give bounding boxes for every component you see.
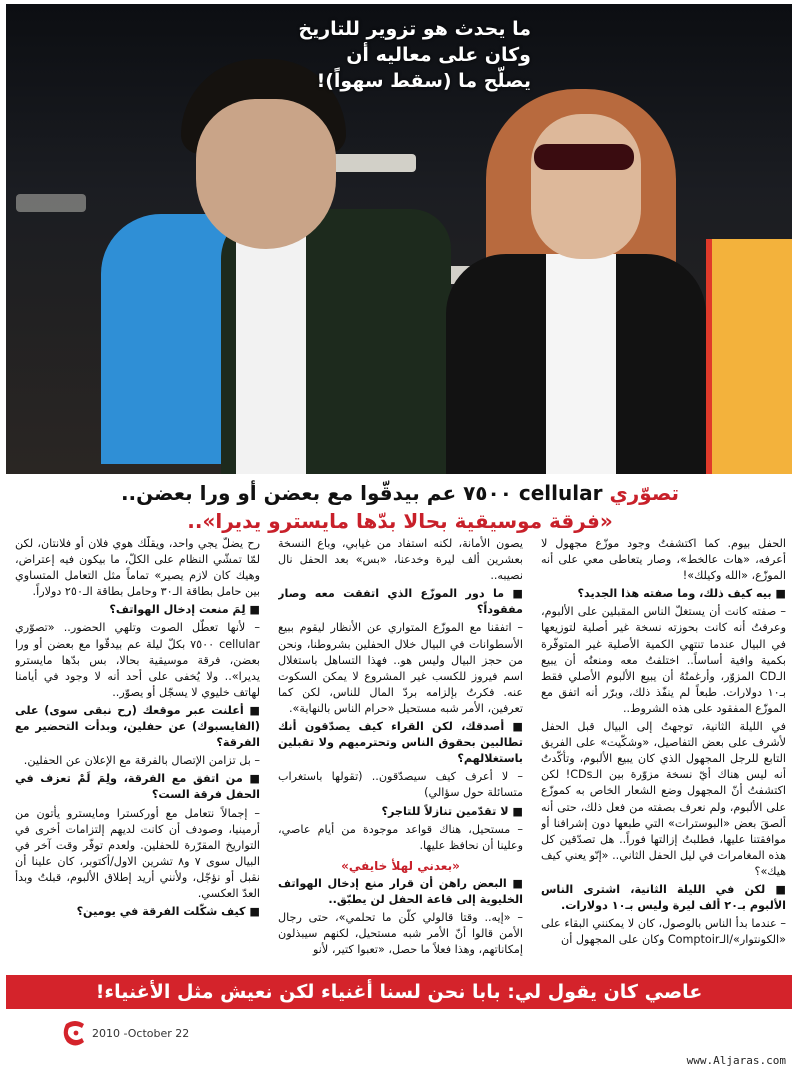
headline-prefix: تصوّري (602, 481, 680, 505)
interview-answer: – لا أعرف كيف سيصدّقون.. (تقولها باستغراب متسائلة حول سؤالي) (278, 770, 523, 800)
interview-answer: – إجمالاً نتعامل مع أوركسترا ومايسترو يأتون من أرمينيا، وصودف أن كانت لديهم إلتزامات أخرى في التواريخ المقرّرة للحفلين. ولعدم توفّر وقت آخر في البيال سوى ٧ و٨ تشرين الاول/أكتوبر، كان علينا أن نقبل أو نؤجّل، ولأنني أريد إطلاق الألبوم، قبلتُ وبدأ العدّ العكسي. (15, 806, 260, 900)
interview-answer: – لأنها تعطّل الصوت وتلهي الحضور.. «تصوّري cellular ٧٥٠٠ بكلّ ليلة عم بيدقّوا مع بعضن أو ورا بعضن، فرقة موسيقية بحالا، بس بدّها مايسترو يديرا».. ولا يُخفى على أحد أنه لا وجود في أيامنا لهاتف خليوي لا يسجّل أو يصوّر.. (15, 621, 260, 699)
website-url: www.Aljaras.com (686, 1054, 786, 1067)
sunglasses (534, 144, 634, 170)
headline-quote-mark: « (599, 509, 613, 533)
interview-question: ■ لكن في الليلة الثانية، اشترى الناس الألبوم بـ٢٠ ألف ليرة وليس بـ١٠ دولارات. (541, 882, 786, 913)
magazine-logo-icon (62, 1018, 88, 1048)
column-left (15, 536, 260, 974)
column-middle (278, 536, 523, 974)
interview-question: ■ من اتفق مع الفرقة، ولِمَ لَمْ تعزف في الحفل فرقة الست؟ (15, 772, 260, 802)
headline-line-2 (10, 507, 790, 535)
interview-answer: – صفته كانت أن يستغلّ الناس المقبلين على الألبوم، وعرفتُ أنه كانت بحوزته نسخة غير أصلية لتوزيعها في البيال عندما تنتهي الكمية الأصلية غير المتوفّرة بكمية وافية أساساً.. اختلفتُ معه ومنعتُه أن يبيع الـCD المزوّر، وأرغمتُهُ أن يبيع الألبوم الأصلي فقط بـ١٠ دولارات. طبعاً لم ينفّذ ذلك، وبرّر أنه اتفق مع الموزّع المفقود على هذه الشروط.. (541, 605, 786, 715)
interview-answer: – «إيه.. وقتا قالولي كلّن ما تحلمي»، حتى رجال الأمن قالوا أنّ الأمر شبه مستحيل، لكنهم سيبذلون إمكاناتهم، وهذا فعلاً ما حصل، «تعبوا كتير، لأنو (278, 911, 523, 957)
interview-answer: في الليلة الثانية، توجهتُ إلى البيال قبل الحفل لأشرف على بعض التفاصيل، «وشكّيت» على الفريق التابع للرجل المجهول الذي كان يبيع الألبوم، وتأكّدتُ أنه ليس هناك أيّ نسخة مزوّرة بين الـCDs! لكن اكتشفتُ أنّ المجهول وضع الشعار الخاص به كموزّع على الألبوم، ولم نعرف بصفته من فعل ذلك، حتى أنه ألصقَ بعض «البوسترات» التي طبعها دون إشرافنا أو موافقتنا عليها، فطلبتُ إزالتها فوراً.. هل تصدّقين كل هذه المغامرات في ليل الحفل الثاني.. «إنّو يعني كيف هيك»؟ (541, 720, 786, 878)
interview-answer: – مستحيل، هناك قواعد موجودة من أيام عاصي، وعلينا أن نحافظ عليها. (278, 822, 523, 852)
man-shirt (236, 224, 306, 474)
interview-answer: رح يضلّ يجي واحد، ويقلّك هوي فلان أو فلانتان، لكن لمّا تمشّي النظام على الكلّ، ما بيكون فيه إعتراض، وهيك كان لازم يصير» تماماً مثل التعامل المتساوي بين حامل بطاقة الـ٣٠ وحامل بطاقة الـ٢٥٠ دولاراً. (15, 537, 260, 599)
headline-line-1 (10, 479, 790, 507)
interview-answer: يصون الأمانة، لكنه استفاد من غيابي، وباع النسخة بعشرين ألف ليرة وخدعنا، «بس» بعد الحفل نال نصيبه.. (278, 537, 523, 583)
interview-question: ■ أصدقك، لكن القراء كيف يصدّقون أنك تطالبين بحقوق الناس وتحترميهم ولا تقبلين باستغلالهم؟ (278, 720, 523, 766)
headline-brand: cellular ٧٥٠٠ (463, 481, 603, 505)
interview-question: ■ ما دور الموزّع الذي اتفقت معه وصار مفقوداً؟ (278, 587, 523, 617)
headline-rest: عم بيدقّوا مع بعضن أو ورا بعضن.. (120, 481, 464, 505)
interview-question: ■ البعض راهن أن قرار منع إدخال الهواتف الخليوية إلى قاعة الحفل لن يطبّق.. (278, 876, 523, 906)
interview-question: ■ لِمَ منعت إدخال الهواتف؟ (109, 603, 260, 617)
interview-question: ■ لا تقدّمين تنازلاً للتاجر؟ (381, 804, 523, 818)
background-sign (706, 239, 792, 474)
section-subheading: «بعدني لهلأ خايفي» (341, 858, 460, 873)
headline-line-2-text: فرقة موسيقية بحالا بدّها مايسترو يديرا».. (187, 509, 600, 533)
interview-question: ■ أعلنت عبر موقعك (رح نبقى سوى) على (الفايسبوك) عن حفلين، وبدأت التحضير مع الفرقة؟ (15, 703, 260, 750)
man-face (196, 99, 336, 249)
interview-question: ■ بيه كيف ذلك، وما صفته هذا الجديد؟ (577, 587, 786, 601)
woman-face (531, 114, 641, 259)
issue-date: 2010 -October 22 (92, 1027, 190, 1040)
ceiling-light (16, 194, 86, 212)
interview-question: ■ كيف شكّلت الفرقة في يومين؟ (76, 905, 260, 919)
cover-photo (6, 4, 792, 474)
column-right (541, 536, 786, 974)
interview-answer: الحفل بيوم. كما اكتشفتُ وجود موزّع مجهول لا أعرفه، «هات عالخط»، وصار يتعاطى معي على أنه الموزّع، «الله وكيلك»! (541, 537, 786, 583)
woman-shirt (546, 254, 616, 474)
photo-quote: ما يحدث هو تزوير للتاريخ وكان على معاليه أن يصلّح ما (سقط سهواً)! (298, 18, 531, 92)
pull-quote-banner: عاصي كان يقول لي: بابا نحن لسنا أغنياء لكن نعيش مثل الأغنياء! (6, 975, 792, 1009)
interview-answer: – اتفقنا مع الموزّع المتواري عن الأنظار ليقوم ببيع الأسطوانات في البيال خلال الحفلين بشروطنا، ونحن من حجز البيال وليس هو.. فهذا التساهل باستغلال اسم فيروز للكسب غير المشروع لا يمكن السكوت عنه. فكرتُ بإلزامه بردّ المال للناس، لكن كما تعرفين، الأمر شبه مستحيل «حرام الناس بالنهاية». (278, 621, 523, 715)
article-body (14, 536, 786, 974)
interview-answer: – بل تزامن الإتصال بالفرقة مع الإعلان عن الحفلين. (23, 754, 260, 768)
headline (10, 479, 790, 535)
interview-answer: – عندما بدأ الناس بالوصول، كان لا يمكنني البقاء على «الكونتوار»/الـComptoir وكان على المجهول أن (541, 917, 786, 947)
